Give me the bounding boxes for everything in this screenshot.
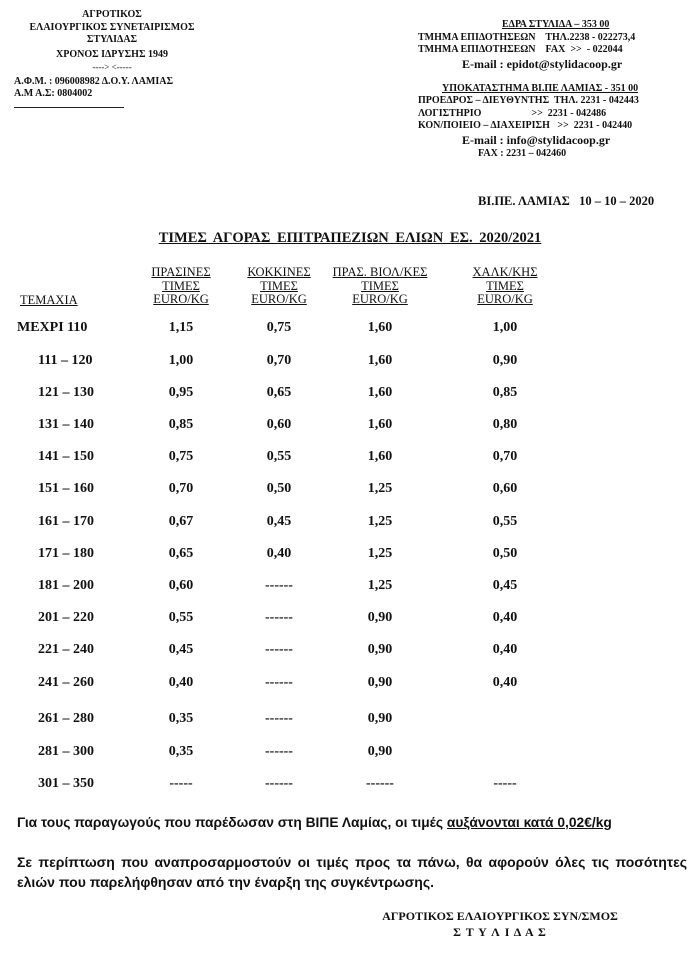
row-range: 301 – 350 (38, 776, 94, 791)
price-cell: ------ (265, 578, 293, 593)
row-range: 161 – 170 (38, 514, 94, 529)
note-increase-amount: αυξάνονται κατά 0,02€/kg (446, 815, 612, 830)
price-cell: ----- (493, 776, 517, 791)
price-cell: ------ (366, 776, 394, 791)
tax-id: Α.Φ.Μ. : 096008982 Δ.Ο.Υ. ΛΑΜΙΑΣ (14, 75, 174, 87)
row-range: 111 – 120 (38, 353, 93, 368)
registry-number: Α.Μ Α.Σ: 0804002 (14, 88, 93, 99)
price-cell: 0,75 (168, 449, 194, 464)
col-header-1-l1: ΠΡΑΣΙΝΕΣ (151, 265, 211, 279)
row-range: 151 – 160 (38, 481, 94, 496)
ceo-phone: ΠΡΟΕΔΡΟΣ – ΔΙΕΥΘΥΝΤΗΣ ΤΗΛ. 2231 - 042443 (418, 95, 639, 106)
price-cell: 1,60 (367, 385, 393, 400)
price-cell: ------ (265, 776, 293, 791)
price-cell: 0,95 (168, 385, 194, 400)
price-cell: 1,25 (367, 481, 393, 496)
row-range: 221 – 240 (38, 642, 94, 657)
price-cell: 0,85 (168, 417, 194, 432)
org-name-line1: ΑΓΡΟΤΙΚΟΣ (82, 9, 142, 20)
price-cell: ----- (169, 776, 193, 791)
right-header (418, 19, 639, 160)
row-range: 261 – 280 (38, 711, 94, 726)
row-range: 241 – 260 (38, 675, 94, 690)
price-cell: 1,00 (168, 353, 194, 368)
document-title: ΤΙΜΕΣ ΑΓΟΡΑΣ ΕΠΙΤΡΑΠΕΖΙΩΝ ΕΛΙΩΝ ΕΣ. 2020/2021 (158, 230, 542, 246)
note-adjustment: Σε περίπτωση που αναπροσαρμοστούν οι τιμές προς τα πάνω, θα αφορούν όλες τις ποσότητες ελιών που παρελήφθησαν από την έναρξη της συγκέντρωσης. (17, 854, 687, 890)
left-header-rule (14, 107, 124, 108)
price-cell: 0,70 (266, 353, 292, 368)
price-cell: 1,60 (367, 449, 393, 464)
price-cell: 0,90 (367, 675, 393, 690)
col-header-4-l1: ΧΑΛΚ/ΚΗΣ (472, 265, 538, 279)
price-cell: 0,40 (168, 675, 194, 690)
signature-line1: ΑΓΡΟΤΙΚΟΣ ΕΛΑΙΟΥΡΓΙΚΟΣ ΣΥΝ/ΣΜΟΣ (382, 909, 618, 923)
col-header-4-l2: ΤΙΜΕΣ (486, 278, 524, 293)
signature-block (354, 908, 646, 940)
price-cell: 0,35 (168, 744, 194, 759)
row-range: 171 – 180 (38, 546, 94, 561)
price-cell: 0,60 (266, 417, 292, 432)
price-cell: 0,40 (492, 642, 518, 657)
mill-phone: ΚΟΝ/ΠΟΙΕΙΟ – ΔΙΑΧΕΙΡΙΣΗ >> 2231 - 042440 (418, 120, 633, 131)
note-increase (17, 815, 697, 830)
row-range: 121 – 130 (38, 385, 94, 400)
org-name-line3: ΣΤΥΛΙΔΑΣ (86, 34, 138, 45)
col-header-2-l1: ΚΟΚΚΙΝΕΣ (247, 265, 311, 279)
signature-line2: Σ Τ Υ Λ Ι Δ Α Σ (453, 925, 547, 939)
col-header-3 (320, 266, 440, 307)
org-name-line2: ΕΛΑΙΟΥΡΓΙΚΟΣ ΣΥΝΕΤΑΙΡΙΣΜΟΣ (29, 21, 195, 33)
col-header-4-l3: EURO/KG (477, 292, 533, 306)
seat-line: ΕΔΡΑ ΣΤΥΛΙΔΑ – 353 00 (502, 19, 610, 30)
row-range: 201 – 220 (38, 610, 94, 625)
col-header-3-l3: EURO/KG (352, 292, 408, 306)
price-cell: 1,60 (367, 417, 393, 432)
price-cell: 0,50 (492, 546, 518, 561)
price-cell: ------ (265, 610, 293, 625)
price-cell: 0,90 (367, 744, 393, 759)
subsidy-phone: ΤΜΗΜΑ ΕΠΙΔΟΤΗΣΕΩΝ ΤΗΛ.2238 - 022273,4 (418, 31, 636, 43)
price-cell: 0,90 (367, 642, 393, 657)
branch-fax: FAX : 2231 – 042460 (478, 147, 567, 159)
price-cell: 0,45 (266, 514, 292, 529)
price-cell: 0,55 (492, 514, 518, 529)
price-cell: ------ (265, 642, 293, 657)
price-cell: 1,60 (367, 320, 393, 335)
price-cell: 0,67 (168, 514, 194, 529)
col-header-1-l3: EURO/KG (153, 292, 209, 306)
col-header-quantity-label: ΤΕΜΑΧΙΑ (20, 293, 78, 307)
price-cell: 1,25 (367, 514, 393, 529)
price-cell: 0,70 (492, 449, 518, 464)
price-cell: 0,55 (266, 449, 292, 464)
row-range: 281 – 300 (38, 744, 94, 759)
price-cell: 0,90 (367, 610, 393, 625)
price-cell: 1,15 (168, 320, 194, 335)
row-range: 131 – 140 (38, 417, 94, 432)
price-cell: 0,50 (266, 481, 292, 496)
row-range: 141 – 150 (38, 449, 94, 464)
col-header-2-l2: ΤΙΜΕΣ (260, 278, 298, 293)
price-cell: 1,25 (367, 546, 393, 561)
subsidy-fax: ΤΜΗΜΑ ΕΠΙΔΟΤΗΣΕΩΝ FAX >> - 022044 (418, 44, 623, 55)
price-cell: 0,75 (266, 320, 292, 335)
price-cell: 1,00 (492, 320, 518, 335)
branch-line: ΥΠΟΚΑΤΑΣΤΗΜΑ ΒΙ.ΠΕ ΛΑΜΙΑΣ - 351 00 (442, 82, 639, 94)
price-cell: 0,90 (492, 353, 518, 368)
founding-year: ΧΡΟΝΟΣ ΙΔΡΥΣΗΣ 1949 (56, 48, 168, 60)
price-cell: 1,60 (367, 353, 393, 368)
subsidy-email: E-mail : epidot@stylidacoop.gr (462, 56, 623, 71)
price-cell: 1,25 (367, 578, 393, 593)
col-header-3-l1: ΠΡΑΣ. ΒΙΟΛ/ΚΕΣ (332, 265, 428, 279)
info-email: E-mail : info@stylidacoop.gr (462, 132, 611, 147)
price-cell: 0,40 (492, 675, 518, 690)
price-cell: 0,60 (492, 481, 518, 496)
price-cell: 0,80 (492, 417, 518, 432)
price-cell: 0,60 (168, 578, 194, 593)
price-cell: 0,35 (168, 711, 194, 726)
row-range: 181 – 200 (38, 578, 94, 593)
price-cell: 0,90 (367, 711, 393, 726)
col-header-4 (445, 266, 565, 307)
col-header-3-l2: ΤΙΜΕΣ (361, 278, 399, 293)
note-increase-text: Για τους παραγωγούς που παρέδωσαν στη ΒΙΠΕ Λαμίας, οι τιμές (17, 815, 447, 830)
price-cell: 0,65 (168, 546, 194, 561)
col-header-quantity (20, 294, 100, 308)
price-cell: 0,70 (168, 481, 194, 496)
price-cell: 0,40 (266, 546, 292, 561)
price-cell: ------ (265, 744, 293, 759)
price-cell: 0,45 (168, 642, 194, 657)
col-header-2-l3: EURO/KG (251, 292, 307, 306)
price-cell: 0,45 (492, 578, 518, 593)
col-header-1-l2: ΤΙΜΕΣ (162, 278, 200, 293)
row-range: ΜΕΧΡΙ 110 (17, 320, 88, 335)
accounting-phone: ΛΟΓΙΣΤΗΡΙΟ >> 2231 - 042486 (418, 107, 607, 119)
price-cell: 0,65 (266, 385, 292, 400)
left-header (14, 9, 210, 108)
date-line: ΒΙ.ΠΕ. ΛΑΜΙΑΣ 10 – 10 – 2020 (478, 194, 655, 208)
price-cell: 0,40 (492, 610, 518, 625)
price-cell: 0,55 (168, 610, 194, 625)
price-cell: 0,85 (492, 385, 518, 400)
decorative-arrows: ----> <----- (92, 62, 132, 72)
price-cell: ------ (265, 675, 293, 690)
price-cell: ------ (265, 711, 293, 726)
